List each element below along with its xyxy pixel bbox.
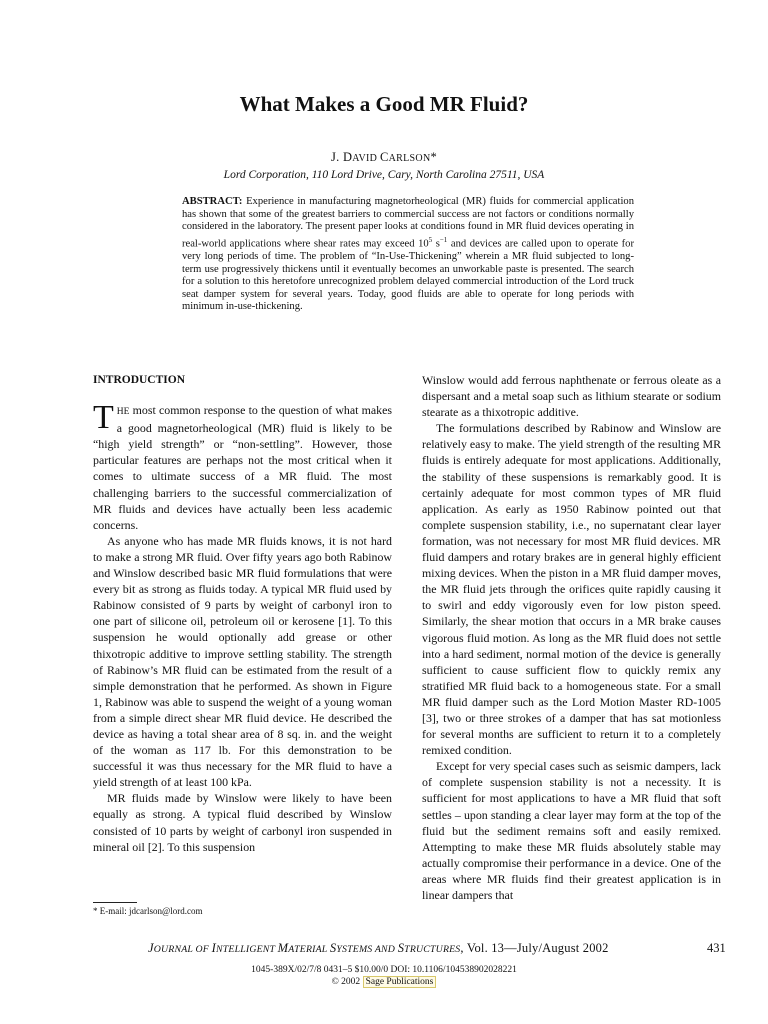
right-column xyxy=(422,372,721,903)
footnote-email: * E-mail: jdcarlson@lord.com xyxy=(93,906,203,916)
paragraph: Except for very special cases such as seismic dampers, lack of complete suspension stability is not a necessity. It is sufficient for most applications to have a MR fluid that soft settles – upon standing a clear layer may form at the top of the fluid but the sediment remains soft and easily remixed. Attempting to make these MR fluids absolutely stable may actually compromise their performance in a device. One of the areas where MR fluids find their greatest application is in linear dampers that xyxy=(422,759,721,902)
footnote-rule xyxy=(93,902,137,903)
paragraph: MR fluids made by Winslow were likely to have been equally as strong. A typical fluid described by Winslow consisted of 10 parts by weight of carbonyl iron suspended in mineral oil [2]. To this suspension xyxy=(93,791,392,854)
section-heading-introduction: INTRODUCTION xyxy=(93,374,186,386)
page-number: 431 xyxy=(707,941,726,955)
paragraph: Winslow would add ferrous naphthenate or ferrous oleate as a dispersant and a metal soap such as lithium stearate or sodium stearate as a thixotropic additive. xyxy=(422,373,721,420)
abstract: ABSTRACT: Experience in manufacturing magnetorheological (MR) fluids for commercial application has shown that some of the greatest barriers to commercial success are not factors or conditions normally considered in the laboratory. The present paper looks at conditions found in MR fluid devices operating in real-world applications where shear rates may exceed $10^5$ $s^{-1}$ and devices are called upon to operate for very long periods of time. The problem of “In-Use-Thickening” wherein a MR fluid subjected to long-term use progressively thickens until it eventually becomes an unworkable paste is presented. The search for a solution to this heretofore unrecognized problem delayed commercial introduction of the Lord truck seat damper system for several years. Today, good fluids are able to operate for long periods with minimum in-use-thickening. xyxy=(182,196,634,313)
author-affiliation: Lord Corporation, 110 Lord Drive, Cary, North Carolina 27511, USA xyxy=(223,169,545,181)
paragraph: The formulations described by Rabinow and Winslow are relatively easy to make. The yield strength of the resulting MR fluids is entirely adequate for most applications. Additionally, the stability of these suspensions is remarkably good. It is certainly adequate for most common types of MR fluid application. As early as 1950 Rabinow pointed out that complete suspension stability, i.e., no supernatant clear layer formation, was not necessary for most MR fluid devices. MR fluid dampers and rotary brakes are in general highly efficient mixing devices. When the piston in a MR fluid damper moves, the MR fluid jets through the orifices quite rapidly causing it to swirl and eddy vigorously even for low piston speed. Similarly, the shear motion that occurs in a MR brake causes vigorous fluid motion. As long as the MR fluid does not settle into a hard sediment, normal motion of the device is generally sufficient to cause sufficient flow to quickly remix any stratified MR fluid back to a homogeneous state. For a small MR fluid damper such as the Lord Motion Master RD-1005 [3], two or three strokes of a damper that has sat motionless for several months are sufficient to return it to a completely remixed condition. xyxy=(422,421,721,758)
author-name: J. DAVID CARLSON* xyxy=(330,150,438,164)
paragraph: THE most common response to the question of what makes a good magnetorheological (MR) fluid is likely to be “high yield strength” or “non-settling”. However, those particular features are perhaps not the most critical when it comes to ultimate success of a MR fluid. The most challenging barriers to the successful commercialization of MR fluids and devices have actually been less academic concerns. xyxy=(93,399,392,532)
doi-line: 1045-389X/02/7/8 0431–5 $10.00/0 DOI: 10.1106/104538902028221 xyxy=(251,965,517,975)
left-column xyxy=(93,372,392,855)
publisher-link[interactable]: Sage Publications xyxy=(363,976,437,988)
drop-cap: T xyxy=(93,399,114,437)
journal-citation: JOURNAL OF INTELLIGENT MATERIAL SYSTEMS AND STRUCTURES, Vol. 13—July/August 2002 xyxy=(148,941,609,955)
paragraph: As anyone who has made MR fluids knows, it is not hard to make a strong MR fluid. Over fifty years ago both Rabinow and Winslow described basic MR fluid formulations that were every bit as strong as fluids today. A typical MR fluid used by Rabinow consisted of 9 parts by weight of carbonyl iron to one part of silicone oil, petroleum oil or kerosene [1]. To this suspension he would optionally add grease or other thixotropic additive to improve settling stability. The strength of Rabinow’s MR fluid can be estimated from the result of a simple demonstration that he performed. As shown in Figure 1, Rabinow was able to suspend the weight of a young woman from a simple direct shear MR fluid device. He described the device as having a total shear area of 8 sq. in. and the weight of the woman as 117 lb. For this demonstration to be successful it was thus necessary for the MR fluid to have a yield strength of at least 100 kPa. xyxy=(93,533,392,790)
copyright-line: © 2002 Sage Publications xyxy=(0,976,768,988)
abstract-label: ABSTRACT: xyxy=(182,196,243,207)
paper-title: What Makes a Good MR Fluid? xyxy=(239,92,529,116)
